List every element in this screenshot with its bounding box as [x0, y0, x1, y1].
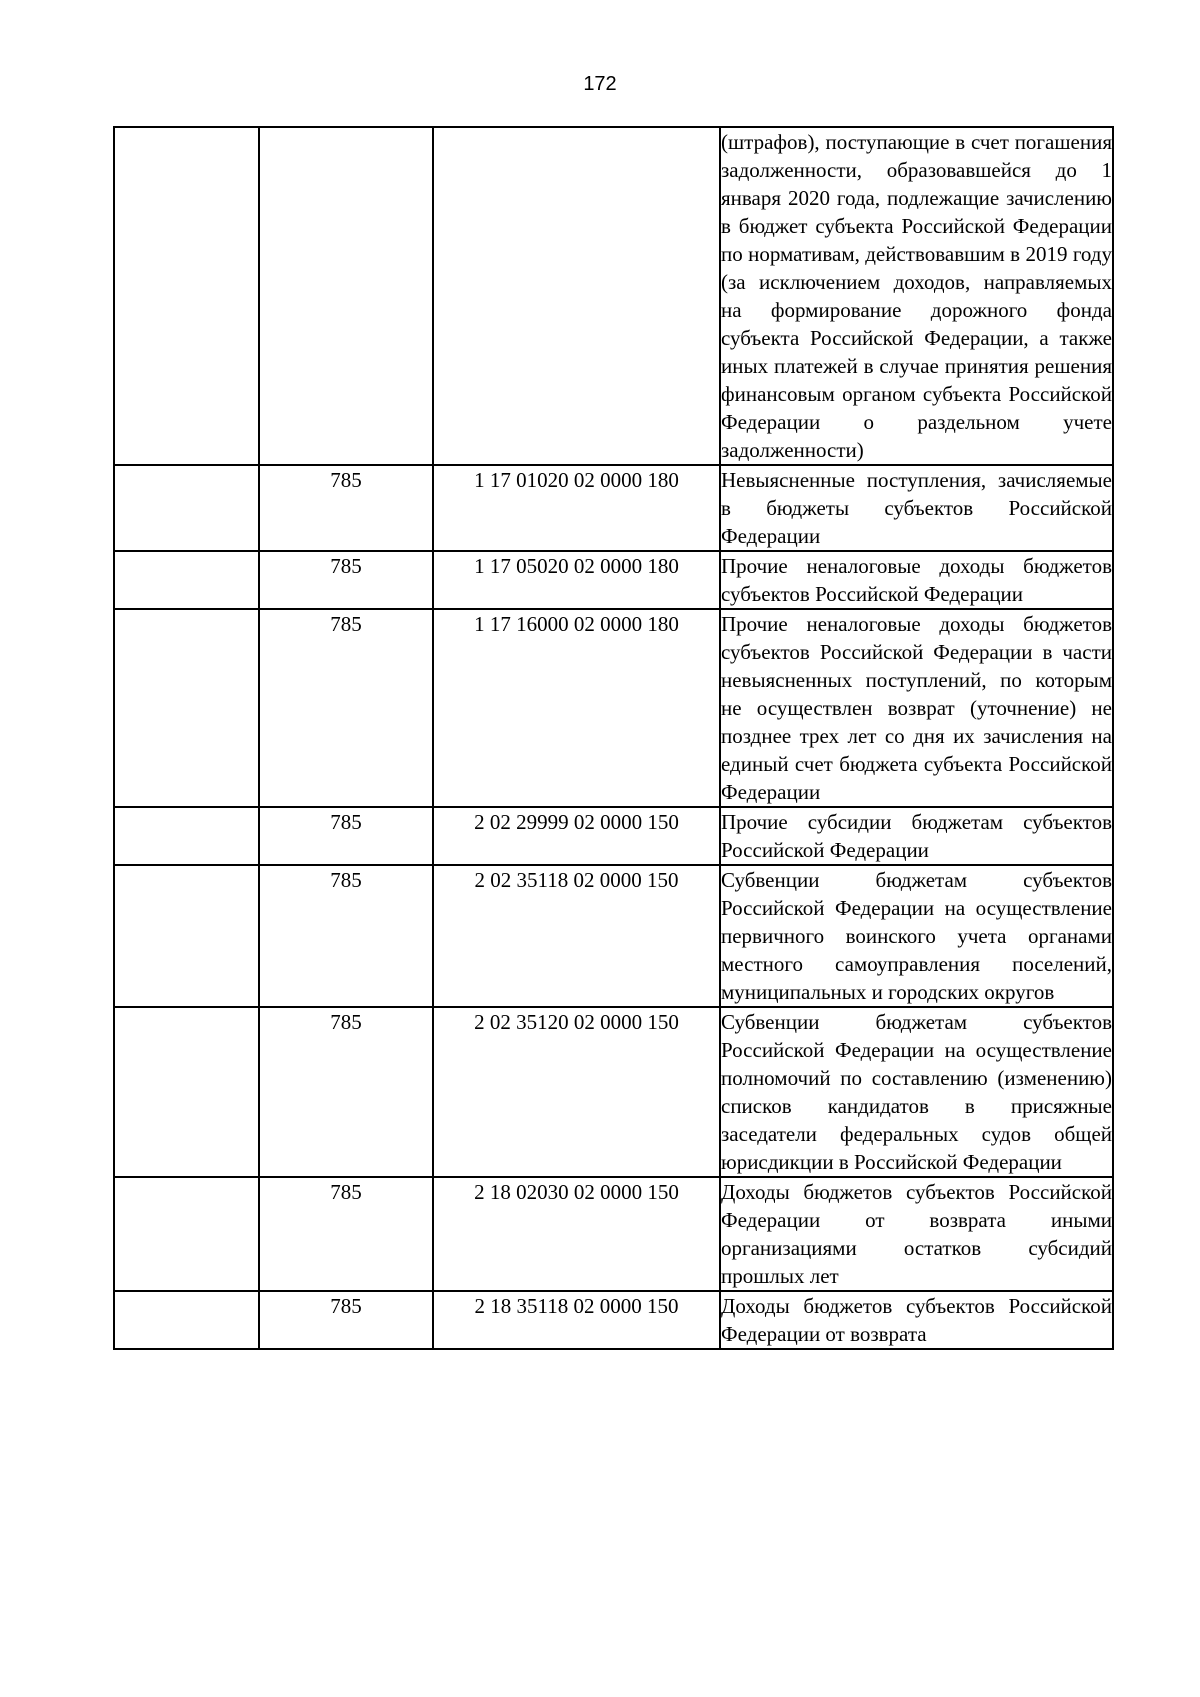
budget-classification-code-cell: 2 02 35118 02 0000 150	[433, 865, 720, 1007]
row-blank-cell	[114, 465, 259, 551]
admin-code-cell: 785	[259, 865, 433, 1007]
table-row	[114, 465, 1113, 551]
row-blank-cell	[114, 609, 259, 807]
table-row	[114, 1007, 1113, 1177]
admin-code-cell: 785	[259, 609, 433, 807]
revenue-name-cell: (штрафов), поступающие в счет погашения задолженности, образовавшейся до 1 января 2020 года, подлежащие зачислению в бюджет субъекта Российской Федерации по нормативам, действовавшим в 2019 году (за исключением доходов, направляемых на формирование дорожного фонда субъекта Российской Федерации, а также иных платежей в случае принятия решения финансовым органом субъекта Российской Федерации о раздельном учете задолженности)	[720, 127, 1113, 465]
revenue-name-cell: Прочие неналоговые доходы бюджетов субъектов Российской Федерации в части невыясненных поступлений, по которым не осуществлен возврат (уточнение) не позднее трех лет со дня их зачисления на единый счет бюджета субъекта Российской Федерации	[720, 609, 1113, 807]
budget-classification-code-cell: 1 17 05020 02 0000 180	[433, 551, 720, 609]
revenue-name-cell: Прочие неналоговые доходы бюджетов субъектов Российской Федерации	[720, 551, 1113, 609]
budget-classification-code-cell: 1 17 01020 02 0000 180	[433, 465, 720, 551]
budget-classification-code-cell: 2 18 35118 02 0000 150	[433, 1291, 720, 1349]
admin-code-cell	[259, 127, 433, 465]
budget-classification-code-cell	[433, 127, 720, 465]
revenue-name-cell: Субвенции бюджетам субъектов Российской Федерации на осуществление полномочий по составлению (изменению) списков кандидатов в присяжные заседатели федеральных судов общей юрисдикции в Российской Федерации	[720, 1007, 1113, 1177]
page-number: 172	[583, 73, 617, 95]
revenue-name-cell: Доходы бюджетов субъектов Российской Федерации от возврата	[720, 1291, 1113, 1349]
row-blank-cell	[114, 551, 259, 609]
budget-classification-code-cell: 2 02 35120 02 0000 150	[433, 1007, 720, 1177]
table-row	[114, 127, 1113, 465]
row-blank-cell	[114, 1177, 259, 1291]
admin-code-cell: 785	[259, 1007, 433, 1177]
budget-classification-code-cell: 2 02 29999 02 0000 150	[433, 807, 720, 865]
admin-code-cell: 785	[259, 1177, 433, 1291]
table-row	[114, 865, 1113, 1007]
budget-classification-code-cell: 1 17 16000 02 0000 180	[433, 609, 720, 807]
table-row	[114, 807, 1113, 865]
revenue-name-cell: Субвенции бюджетам субъектов Российской Федерации на осуществление первичного воинского учета органами местного самоуправления поселений, муниципальных и городских округов	[720, 865, 1113, 1007]
row-blank-cell	[114, 127, 259, 465]
budget-revenue-table	[113, 126, 1114, 1350]
row-blank-cell	[114, 865, 259, 1007]
revenue-name-cell: Прочие субсидии бюджетам субъектов Российской Федерации	[720, 807, 1113, 865]
admin-code-cell: 785	[259, 551, 433, 609]
table-row	[114, 609, 1113, 807]
row-blank-cell	[114, 807, 259, 865]
budget-classification-code-cell: 2 18 02030 02 0000 150	[433, 1177, 720, 1291]
row-blank-cell	[114, 1291, 259, 1349]
table-row	[114, 1291, 1113, 1349]
admin-code-cell: 785	[259, 807, 433, 865]
table-row	[114, 551, 1113, 609]
admin-code-cell: 785	[259, 465, 433, 551]
row-blank-cell	[114, 1007, 259, 1177]
admin-code-cell: 785	[259, 1291, 433, 1349]
revenue-name-cell: Невыясненные поступления, зачисляемые в бюджеты субъектов Российской Федерации	[720, 465, 1113, 551]
revenue-name-cell: Доходы бюджетов субъектов Российской Федерации от возврата иными организациями остатков субсидий прошлых лет	[720, 1177, 1113, 1291]
table-row	[114, 1177, 1113, 1291]
